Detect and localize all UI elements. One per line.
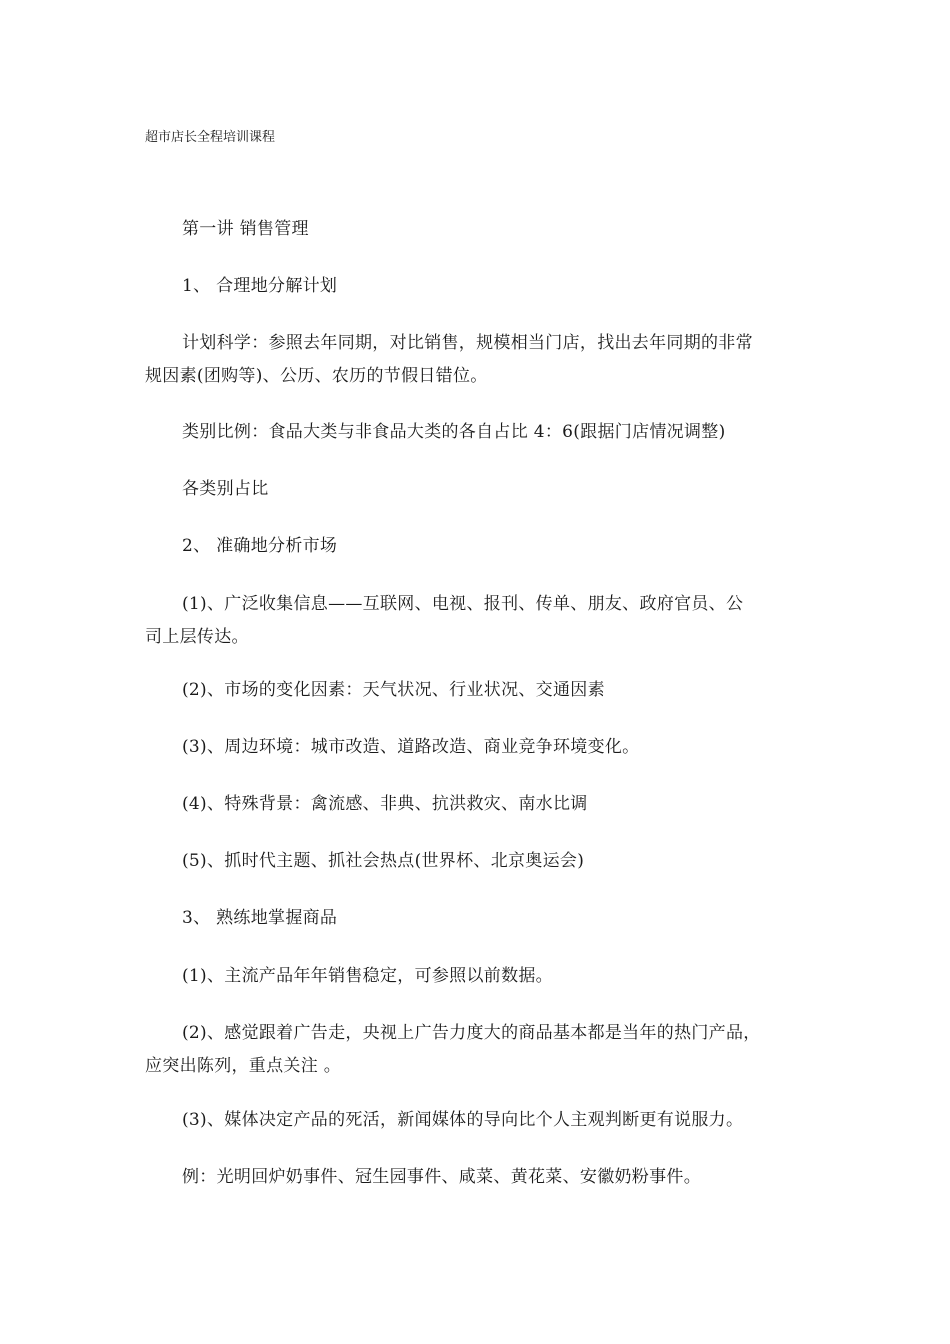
market-item-2: (2)、市场的变化因素：天气状况、行业状况、交通因素 bbox=[182, 680, 605, 700]
market-item-1-line-2: 司上层传达。 bbox=[145, 627, 249, 647]
product-item-2-line-2: 应突出陈列，重点关注 。 bbox=[145, 1056, 342, 1076]
market-item-1-line-1: (1)、广泛收集信息——互联网、电视、报刊、传单、朋友、政府官员、公 bbox=[182, 594, 744, 614]
section1-heading: 1、 合理地分解计划 bbox=[182, 276, 338, 296]
market-item-3: (3)、周边环境：城市改造、道路改造、商业竞争环境变化。 bbox=[182, 737, 640, 757]
market-item-4: (4)、特殊背景：禽流感、非典、抗洪救灾、南水比调 bbox=[182, 794, 588, 814]
plan-line-2: 规因素(团购等)、公历、农历的节假日错位。 bbox=[145, 366, 488, 386]
document-header-title: 超市店长全程培训课程 bbox=[145, 130, 276, 145]
market-item-1 bbox=[145, 588, 810, 654]
section2-heading: 2、 准确地分析市场 bbox=[182, 536, 338, 556]
product-item-2 bbox=[145, 1017, 810, 1083]
product-item-1: (1)、主流产品年年销售稳定，可参照以前数据。 bbox=[182, 966, 553, 986]
category-ratio-paragraph: 类别比例：食品大类与非食品大类的各自占比 4：6(跟据门店情况调整) bbox=[182, 422, 726, 442]
category-share-paragraph: 各类别占比 bbox=[182, 479, 269, 499]
product-item-3: (3)、媒体决定产品的死活，新闻媒体的导向比个人主观判断更有说服力。 bbox=[182, 1110, 744, 1130]
plan-line-1: 计划科学：参照去年同期，对比销售，规模相当门店，找出去年同期的非常 bbox=[182, 333, 753, 353]
section3-heading: 3、 熟练地掌握商品 bbox=[182, 908, 338, 928]
product-example: 例：光明回炉奶事件、冠生园事件、咸菜、黄花菜、安徽奶粉事件。 bbox=[182, 1167, 701, 1187]
product-item-2-line-1: (2)、感觉跟着广告走，央视上广告力度大的商品基本都是当年的热门产品， bbox=[182, 1023, 761, 1043]
plan-paragraph bbox=[145, 327, 810, 393]
lecture-title: 第一讲 销售管理 bbox=[182, 219, 309, 239]
market-item-5: (5)、抓时代主题、抓社会热点(世界杯、北京奥运会) bbox=[182, 851, 585, 871]
